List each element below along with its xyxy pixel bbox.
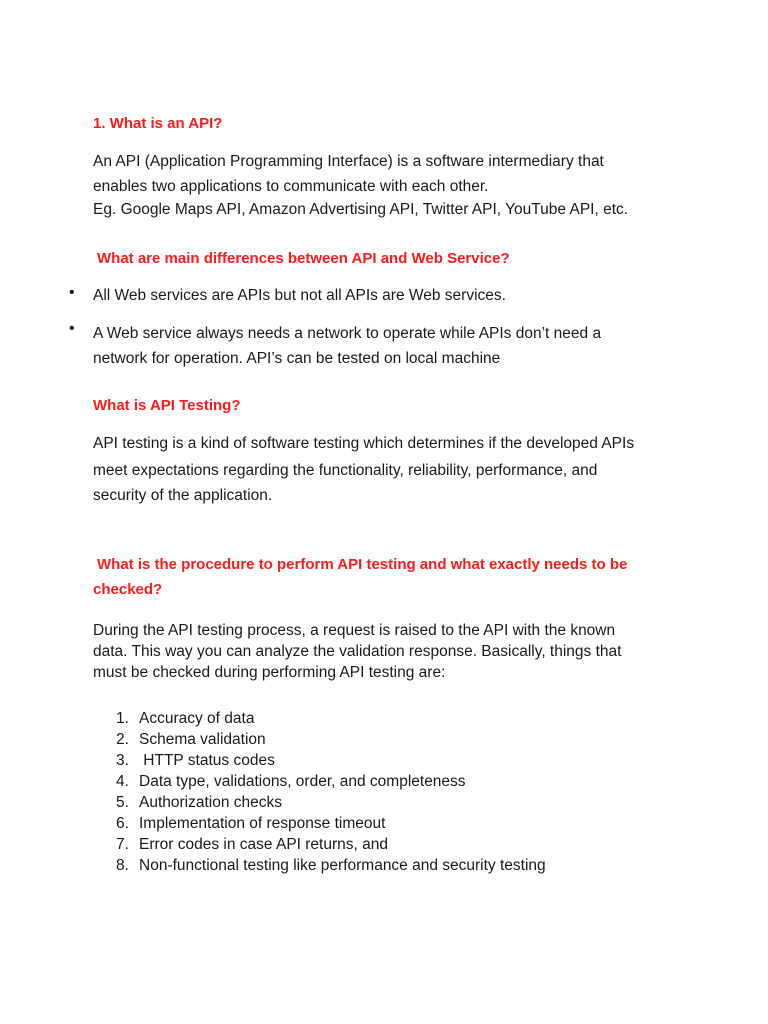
list-item bbox=[0, 771, 620, 792]
bullet-line: All Web services are APIs but not all APIs are Web services. bbox=[93, 287, 506, 304]
paragraph-line: must be checked during performing API testing are: bbox=[93, 664, 446, 681]
paragraph-line: Eg. Google Maps API, Amazon Advertising API, Twitter API, YouTube API, etc. bbox=[93, 201, 629, 218]
list-item bbox=[0, 792, 620, 813]
list-item bbox=[0, 855, 620, 876]
list-item bbox=[0, 708, 620, 729]
bullet-item bbox=[69, 320, 693, 371]
list-item-text: Accuracy of data bbox=[139, 710, 255, 727]
heading-what-is-api-testing: What is API Testing? bbox=[93, 397, 241, 414]
list-item-text: Data type, validations, order, and completeness bbox=[139, 773, 466, 790]
list-item-text: Error codes in case API returns, and bbox=[139, 836, 388, 853]
heading-line: What is the procedure to perform API testing and what exactly needs to be bbox=[97, 556, 628, 573]
paragraph-api-testing-process bbox=[93, 620, 693, 683]
list-item-text: Non-functional testing like performance and security testing bbox=[139, 857, 546, 874]
list-item bbox=[0, 834, 620, 855]
heading-line: checked? bbox=[93, 581, 163, 598]
heading-what-is-api: 1. What is an API? bbox=[93, 115, 223, 132]
list-item-number: 3. bbox=[116, 752, 129, 769]
paragraph-line: meet expectations regarding the functionality, reliability, performance, and bbox=[93, 462, 598, 479]
bullet-line: network for operation. API’s can be tested on local machine bbox=[93, 350, 501, 367]
list-item bbox=[0, 813, 620, 834]
paragraph-line: During the API testing process, a request is raised to the API with the known bbox=[93, 622, 616, 639]
list-item-number: 6. bbox=[116, 815, 129, 832]
list-item-number: 2. bbox=[116, 731, 129, 748]
list-item bbox=[0, 729, 620, 750]
list-item-number: 5. bbox=[116, 794, 129, 811]
paragraph-line: data. This way you can analyze the validation response. Basically, things that bbox=[93, 643, 622, 660]
heading-api-testing-procedure bbox=[93, 552, 693, 602]
paragraph-api-definition bbox=[93, 148, 693, 220]
list-item-number: 8. bbox=[116, 857, 129, 874]
list-item-number: 4. bbox=[116, 773, 129, 790]
paragraph-line: security of the application. bbox=[93, 487, 273, 504]
paragraph-line: enables two applications to communicate with each other. bbox=[93, 178, 489, 195]
list-item bbox=[0, 750, 620, 771]
paragraph-line: An API (Application Programming Interface) is a software intermediary that bbox=[93, 153, 604, 170]
paragraph-api-testing-definition bbox=[93, 430, 693, 508]
bullet-icon: • bbox=[69, 320, 75, 337]
bullet-line: A Web service always needs a network to operate while APIs don’t need a bbox=[93, 325, 602, 342]
list-item-text: Schema validation bbox=[139, 731, 266, 748]
list-item-text: HTTP status codes bbox=[139, 752, 275, 769]
heading-api-vs-web-service: What are main differences between API and Web Service? bbox=[97, 250, 510, 267]
bullet-icon: • bbox=[69, 284, 75, 301]
list-item-number: 7. bbox=[116, 836, 129, 853]
paragraph-line: API testing is a kind of software testing which determines if the developed APIs bbox=[93, 435, 635, 452]
list-item-text: Implementation of response timeout bbox=[139, 815, 386, 832]
bullet-item bbox=[69, 284, 693, 308]
list-item-text: Authorization checks bbox=[139, 794, 283, 811]
list-item-number: 1. bbox=[116, 710, 129, 727]
